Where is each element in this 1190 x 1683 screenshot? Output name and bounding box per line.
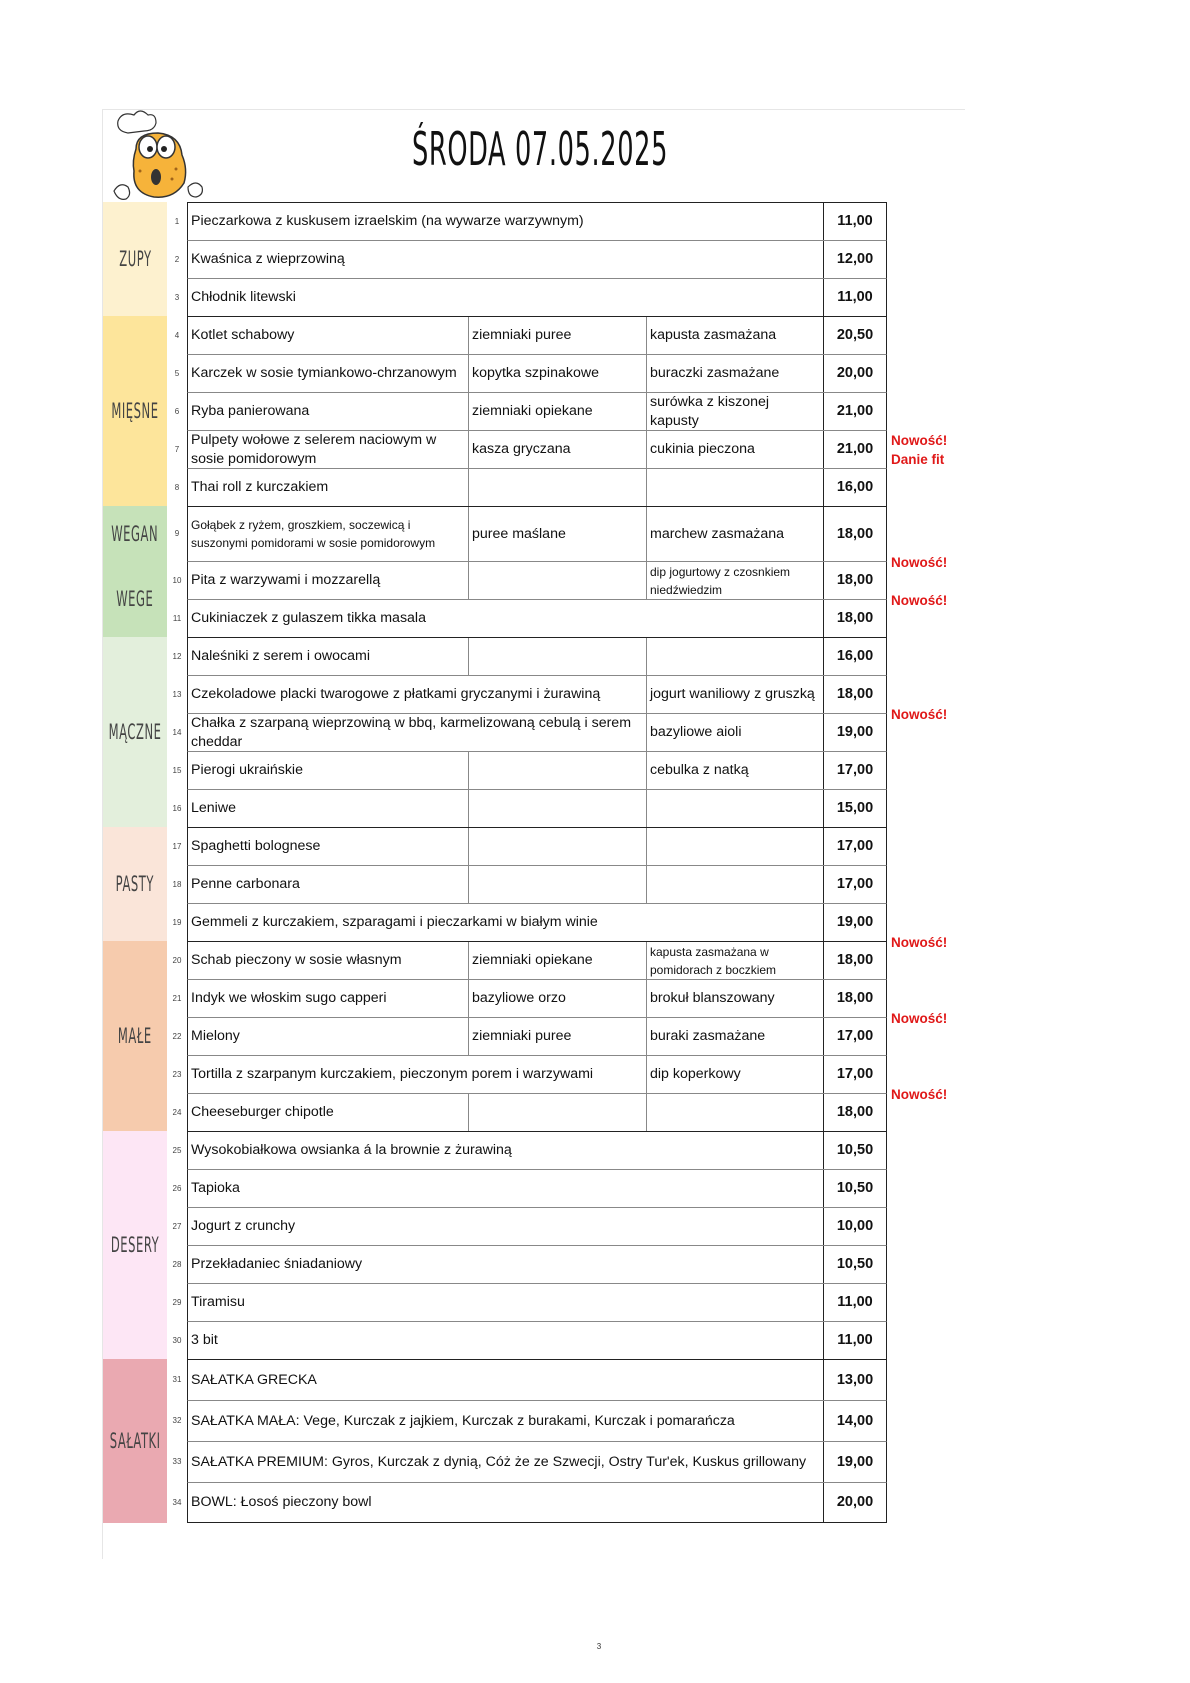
row-number: 17 [172, 841, 182, 851]
row-cells [187, 599, 887, 637]
side-dish-2: cukinia pieczona [650, 441, 755, 457]
side-dish-2: marchew zasmażana [650, 525, 785, 542]
dish-name: SAŁATKA MAŁA: Vege, Kurczak z jajkiem, Kurczak z burakami, Kurczak i pomarańcza [191, 1412, 735, 1429]
row-number: 22 [172, 1031, 182, 1041]
row-cells [187, 278, 887, 316]
row-cells [187, 1207, 887, 1245]
price: 16,00 [823, 638, 886, 675]
table-row [167, 1207, 887, 1245]
side-dish-1 [469, 638, 647, 675]
chef-mascot-icon [110, 109, 215, 204]
category-block [103, 506, 167, 561]
row-cells [187, 316, 887, 354]
row-number: 7 [174, 444, 180, 454]
category-label: MĄCZNE [108, 720, 162, 744]
dish-name: Ryba panierowana [188, 393, 469, 430]
category-label: DESERY [110, 1233, 160, 1257]
row-number: 19 [172, 917, 182, 927]
dish-name: Gołąbek z ryżem, groszkiem, soczewicą i suszonymi pomidorami w sosie pomidorowym [188, 507, 469, 561]
row-number: 24 [172, 1107, 182, 1117]
dish-name: Jogurt z crunchy [191, 1218, 296, 1234]
row-cells [187, 392, 887, 430]
table-row [167, 278, 887, 316]
row-number: 8 [174, 482, 180, 492]
table-row [167, 240, 887, 278]
dish-name: Penne carbonara [188, 866, 469, 903]
table-row [167, 1093, 887, 1131]
dish-name: Pierogi ukraińskie [188, 752, 469, 789]
dish-name: 3 bit [191, 1332, 218, 1348]
category-label: WEGAN [111, 521, 159, 546]
side-dish-2: dip koperkowy [650, 1066, 741, 1082]
price: 18,00 [823, 507, 886, 561]
row-cells [187, 1055, 887, 1093]
price: 11,00 [823, 1284, 886, 1321]
category-column [103, 202, 167, 1523]
row-cells [187, 1441, 887, 1482]
table-row [167, 392, 887, 430]
row-number: 33 [172, 1457, 182, 1466]
side-dish-1 [469, 752, 647, 789]
row-cells [187, 1131, 887, 1169]
side-dish-1: puree maślane [469, 507, 647, 561]
row-number: 14 [172, 727, 182, 737]
price: 21,00 [823, 393, 886, 430]
row-cells [187, 827, 887, 865]
side-dish-2: buraki zasmażane [650, 1028, 766, 1044]
row-cells [187, 1245, 887, 1283]
dish-name: Kwaśnica z wieprzowiną [191, 251, 345, 267]
row-number: 31 [172, 1375, 182, 1384]
table-row [167, 316, 887, 354]
row-cells [187, 979, 887, 1017]
top-border-line [103, 109, 965, 110]
table-row [167, 1055, 887, 1093]
side-dish-1 [469, 790, 647, 827]
table-row [167, 637, 887, 675]
row-number: 2 [174, 254, 180, 264]
row-number: 16 [172, 803, 182, 813]
page-number: 3 [596, 1642, 602, 1651]
table-row [167, 354, 887, 392]
row-cells [187, 1283, 887, 1321]
row-cells [187, 430, 887, 468]
dish-name: Schab pieczony w sosie własnym [188, 942, 469, 979]
row-number: 28 [172, 1259, 182, 1269]
side-dish-1: ziemniaki opiekane [469, 393, 647, 430]
dish-name: Czekoladowe placki twarogowe z płatkami gryczanymi i żurawiną [188, 676, 647, 713]
side-dish-1 [469, 469, 647, 506]
side-dish-1: kasza gryczana [469, 431, 647, 468]
side-dish-2 [647, 469, 823, 506]
table-row [167, 1482, 887, 1523]
table-row [167, 827, 887, 865]
table-row [167, 751, 887, 789]
table-row [167, 1169, 887, 1207]
category-label: MAŁE [118, 1024, 152, 1048]
price: 17,00 [823, 752, 886, 789]
side-dish-1: ziemniaki puree [469, 1018, 647, 1055]
table-row [167, 1321, 887, 1359]
side-dish-2 [647, 828, 823, 865]
side-dish-2: brokuł blanszowany [650, 990, 775, 1006]
row-number: 30 [172, 1335, 182, 1345]
row-number: 12 [172, 651, 182, 661]
table-row [167, 1283, 887, 1321]
price: 11,00 [823, 1322, 886, 1359]
new-item-note: Nowość! [891, 707, 948, 722]
price: 10,00 [823, 1208, 886, 1245]
row-number: 1 [174, 216, 180, 226]
price: 19,00 [823, 714, 886, 751]
dish-name: Karczek w sosie tymiankowo-chrzanowym [188, 355, 469, 392]
price: 10,50 [823, 1132, 886, 1169]
row-number: 25 [172, 1145, 182, 1155]
side-dish-2: kapusta zasmażana w pomidorach z boczkiem [650, 944, 777, 977]
table-row [167, 1017, 887, 1055]
category-label: MIĘSNE [111, 399, 159, 423]
category-block [103, 941, 167, 1131]
dish-name: Tapioka [191, 1180, 240, 1196]
category-block [103, 1131, 167, 1359]
dish-name: Cheeseburger chipotle [188, 1094, 469, 1131]
table-row [167, 979, 887, 1017]
side-dish-1 [469, 1094, 647, 1131]
row-number: 11 [172, 613, 182, 623]
price: 18,00 [823, 562, 886, 599]
price: 17,00 [823, 1056, 886, 1093]
price: 19,00 [823, 1442, 886, 1482]
price: 20,00 [823, 1483, 886, 1522]
side-dish-2: cebulka z natką [650, 762, 749, 778]
row-cells [187, 202, 887, 240]
new-item-note: Nowość! [891, 1011, 948, 1026]
side-dish-2: jogurt waniliowy z gruszką [650, 686, 815, 702]
row-cells [187, 1093, 887, 1131]
price: 21,00 [823, 431, 886, 468]
price: 20,00 [823, 355, 886, 392]
dish-name: Mielony [188, 1018, 469, 1055]
row-cells [187, 637, 887, 675]
dish-name: Gemmeli z kurczakiem, szparagami i pieczarkami w białym winie [191, 914, 598, 930]
category-block [103, 637, 167, 827]
side-dish-2: kapusta zasmażana [650, 327, 777, 343]
row-number: 29 [172, 1297, 182, 1307]
row-cells [187, 1482, 887, 1523]
row-number: 32 [172, 1416, 182, 1425]
table-row [167, 468, 887, 506]
price: 14,00 [823, 1401, 886, 1441]
row-number: 3 [174, 292, 180, 302]
price: 10,50 [823, 1246, 886, 1283]
new-item-note: Nowość! [891, 1087, 948, 1102]
table-row [167, 506, 887, 561]
dish-name: SAŁATKA PREMIUM: Gyros, Kurczak z dynią, Cóż że ze Szwecji, Ostry Tur'ek, Kuskus grillowany [191, 1453, 807, 1470]
category-block [103, 561, 167, 637]
table-row [167, 1441, 887, 1482]
row-cells [187, 1400, 887, 1441]
category-label: SAŁATKI [109, 1429, 161, 1453]
row-cells [187, 1321, 887, 1359]
price: 18,00 [823, 676, 886, 713]
price: 17,00 [823, 1018, 886, 1055]
table-row [167, 1400, 887, 1441]
dish-name: Kotlet schabowy [188, 317, 469, 354]
side-dish-1: bazyliowe orzo [469, 980, 647, 1017]
row-number: 26 [172, 1183, 182, 1193]
row-cells [187, 865, 887, 903]
page-title: ŚRODA 07.05.2025 [411, 122, 669, 176]
table-row [167, 903, 887, 941]
table-row [167, 865, 887, 903]
new-item-note: Nowość! Danie fit [891, 433, 948, 467]
side-dish-1 [469, 828, 647, 865]
new-item-note: Nowość! [891, 935, 948, 950]
row-number: 27 [172, 1221, 182, 1231]
dish-name: Pieczarkowa z kuskusem izraelskim (na wywarze warzywnym) [191, 213, 584, 229]
row-cells [187, 1017, 887, 1055]
side-dish-2: dip jogurtowy z czosnkiem niedźwiedzim [650, 564, 791, 597]
side-dish-1 [469, 866, 647, 903]
row-number: 4 [174, 330, 180, 340]
row-number: 20 [172, 955, 182, 965]
row-number: 15 [172, 765, 182, 775]
dish-name: Thai roll z kurczakiem [188, 469, 469, 506]
row-cells [187, 1359, 887, 1400]
price: 19,00 [823, 904, 886, 941]
row-cells [187, 903, 887, 941]
new-item-note: Nowość! [891, 593, 948, 608]
price: 18,00 [823, 942, 886, 979]
price: 16,00 [823, 469, 886, 506]
price: 18,00 [823, 600, 886, 637]
menu-table [167, 202, 948, 1523]
category-block [103, 316, 167, 506]
price: 11,00 [823, 279, 886, 316]
price: 17,00 [823, 828, 886, 865]
dish-name: Pita z warzywami i mozzarellą [188, 562, 469, 599]
dish-name: Indyk we włoskim sugo capperi [188, 980, 469, 1017]
row-cells [187, 354, 887, 392]
price: 11,00 [823, 203, 886, 240]
side-dish-2 [647, 790, 823, 827]
side-dish-2 [647, 638, 823, 675]
price: 17,00 [823, 866, 886, 903]
row-number: 34 [172, 1498, 182, 1507]
row-number: 10 [172, 575, 182, 585]
dish-name: Pulpety wołowe z selerem naciowym w sosie pomidorowym [188, 431, 469, 468]
side-dish-1: ziemniaki opiekane [469, 942, 647, 979]
price: 10,50 [823, 1170, 886, 1207]
row-cells [187, 506, 887, 561]
category-block [103, 827, 167, 941]
category-block [103, 202, 167, 316]
category-label: WEGE [116, 587, 154, 611]
category-label: ZUPY [118, 247, 152, 271]
price: 20,50 [823, 317, 886, 354]
table-row [167, 430, 887, 468]
table-row [167, 941, 887, 979]
table-row [167, 713, 887, 751]
row-number: 21 [172, 993, 182, 1003]
dish-name: Chałka z szarpaną wieprzowiną w bbq, karmelizowaną cebulą i serem cheddar [188, 714, 647, 751]
dish-name: Chłodnik litewski [191, 289, 296, 305]
new-item-note: Nowość! [891, 555, 948, 570]
row-cells [187, 1169, 887, 1207]
dish-name: Tortilla z szarpanym kurczakiem, pieczonym porem i warzywami [188, 1056, 647, 1093]
table-row [167, 599, 887, 637]
table-row [167, 202, 887, 240]
row-cells [187, 561, 887, 599]
price: 15,00 [823, 790, 886, 827]
price: 18,00 [823, 1094, 886, 1131]
table-row [167, 1131, 887, 1169]
dish-name: Tiramisu [191, 1294, 245, 1310]
row-number: 9 [174, 529, 180, 538]
side-dish-2 [647, 866, 823, 903]
dish-name: Cukiniaczek z gulaszem tikka masala [191, 610, 426, 626]
row-cells [187, 675, 887, 713]
dish-name: Spaghetti bolognese [188, 828, 469, 865]
side-dish-2 [647, 1094, 823, 1131]
dish-name: Wysokobiałkowa owsianka á la brownie z żurawiną [191, 1142, 512, 1158]
dish-name: SAŁATKA GRECKA [191, 1371, 317, 1388]
row-cells [187, 713, 887, 751]
table-row [167, 675, 887, 713]
row-cells [187, 240, 887, 278]
table-row [167, 1245, 887, 1283]
side-dish-2: buraczki zasmażane [650, 365, 780, 381]
row-number: 23 [172, 1069, 182, 1079]
row-number: 6 [174, 406, 180, 416]
row-cells [187, 941, 887, 979]
table-row [167, 561, 887, 599]
row-cells [187, 751, 887, 789]
table-row [167, 1359, 887, 1400]
side-dish-1: kopytka szpinakowe [469, 355, 647, 392]
dish-name: Leniwe [188, 790, 469, 827]
dish-name: Naleśniki z serem i owocami [188, 638, 469, 675]
table-row [167, 789, 887, 827]
side-dish-2: surówka z kiszonej kapusty [650, 393, 770, 429]
dish-name: BOWL: Łosoś pieczony bowl [191, 1494, 372, 1510]
price: 12,00 [823, 241, 886, 278]
side-dish-1: ziemniaki puree [469, 317, 647, 354]
row-number: 5 [174, 368, 180, 378]
price: 13,00 [823, 1360, 886, 1400]
row-number: 18 [172, 879, 182, 889]
side-dish-1 [469, 562, 647, 599]
side-dish-2: bazyliowe aioli [650, 724, 742, 740]
price: 18,00 [823, 980, 886, 1017]
category-label: PASTY [115, 872, 155, 896]
dish-name: Przekładaniec śniadaniowy [191, 1256, 363, 1272]
row-cells [187, 789, 887, 827]
category-block [103, 1359, 167, 1523]
row-number: 13 [172, 689, 182, 699]
row-cells [187, 468, 887, 506]
